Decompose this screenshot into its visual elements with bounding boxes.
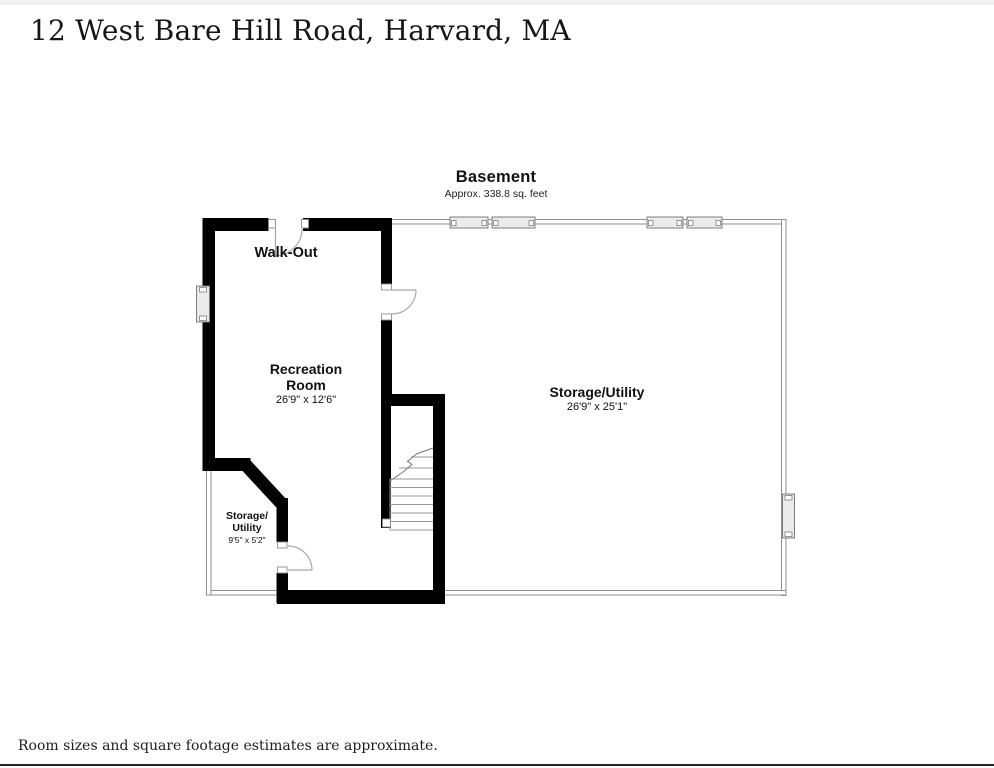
thin-exterior-walls: [207, 220, 787, 596]
wall-stair-right: [433, 394, 445, 602]
room-label-walk-out: Walk-Out: [254, 245, 318, 261]
stair-wall-end-cap: [383, 519, 391, 527]
wall-storage-diagonal: [244, 463, 281, 503]
window: [687, 217, 722, 228]
level-title: Basement: [455, 168, 537, 186]
black-walls: [203, 218, 446, 604]
wall-middle-upper: [381, 218, 392, 284]
room-dimensions: 26'9" x 25'1": [566, 401, 628, 413]
room-name-line: Storage/Utility: [549, 384, 645, 400]
window: [783, 494, 795, 538]
room-name-line: Utility: [232, 521, 262, 534]
door-swing-arc: [392, 290, 416, 314]
room-dimensions: 9'5" x 5'2": [228, 535, 266, 545]
wall-left: [203, 218, 216, 471]
window: [647, 217, 683, 228]
thin-wall-right: [782, 220, 787, 596]
thin-wall-left-lower: [207, 467, 212, 595]
room-dimensions: 26'9" x 12'6": [275, 394, 337, 406]
window: [197, 286, 210, 322]
room-name-line: Storage/: [225, 510, 269, 522]
wall-storage-vertical-upper: [277, 498, 289, 542]
stair-cut-line: [417, 448, 434, 454]
wall-middle-lower: [381, 320, 392, 406]
wall-top-left-b: [303, 218, 392, 231]
room-label-recreation: [270, 361, 342, 406]
door-swing-arc: [288, 546, 312, 570]
room-name-line: Recreation: [269, 361, 343, 377]
room-label-storage-utility: [550, 384, 645, 413]
storage-room-door: [278, 542, 313, 573]
room-name-line: Room: [286, 377, 326, 393]
room-label-storage-utility-small: [226, 511, 268, 545]
wall-bottom-black: [277, 590, 445, 604]
stair-cut-line: [390, 472, 403, 481]
window: [450, 217, 488, 228]
page-title: 12 West Bare Hill Road, Harvard, MA: [30, 14, 571, 47]
page-bottom-border: [0, 764, 994, 766]
window: [492, 217, 535, 228]
disclaimer-note: Room sizes and square footage estimates are approximate.: [18, 738, 438, 754]
interior-door-middle: [382, 284, 417, 320]
level-area-note: Approx. 338.8 sq. feet: [444, 188, 548, 200]
